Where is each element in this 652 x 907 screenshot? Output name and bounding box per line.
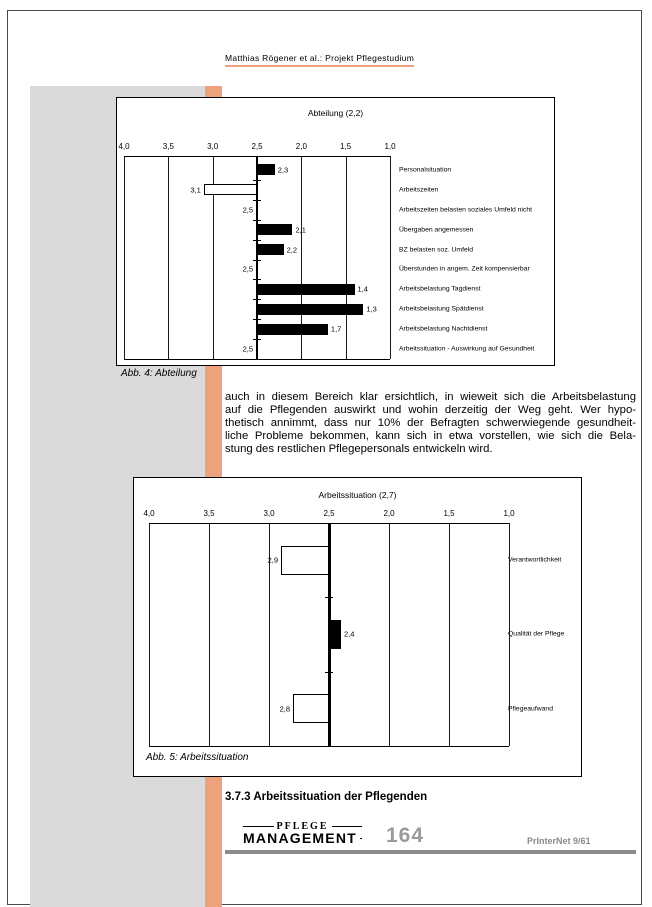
category-tick bbox=[253, 220, 261, 221]
plot-bottom-line bbox=[124, 359, 390, 360]
bar bbox=[329, 620, 341, 649]
axis-tick-label: 2,0 bbox=[383, 509, 395, 518]
category-label: Arbeitsbelastung Nachtdienst bbox=[399, 325, 488, 333]
bar-value-label: 2,5 bbox=[242, 264, 253, 274]
category-tick bbox=[253, 299, 261, 300]
gridline bbox=[390, 156, 391, 359]
category-label: Arbeitszeiten bbox=[399, 186, 439, 194]
axis-tick-label: 4,0 bbox=[143, 509, 155, 518]
body-line: auf die Pflegenden auswirkt und wohin derzeitig der Weg geht. Wer hypo- bbox=[225, 404, 636, 417]
chart-title: Abteilung (2,2) bbox=[307, 108, 364, 118]
category-tick bbox=[253, 319, 261, 320]
plot-bottom-line bbox=[149, 746, 509, 747]
category-tick bbox=[253, 180, 261, 181]
axis-tick-label: 1,5 bbox=[340, 142, 352, 151]
category-label: Überstunden in angem. Zeit kompensierbar bbox=[399, 265, 530, 273]
gridline bbox=[449, 523, 450, 746]
bar bbox=[293, 694, 329, 723]
axis-tick-label: 1,0 bbox=[503, 509, 515, 518]
gridline bbox=[346, 156, 347, 359]
category-label: Übergaben angemessen bbox=[399, 226, 474, 234]
axis-tick-label: 2,0 bbox=[295, 142, 307, 151]
category-tick bbox=[325, 597, 333, 598]
category-label: Arbeitszeiten belasten soziales Umfeld nicht bbox=[399, 206, 532, 214]
bar-value-label: 2,5 bbox=[242, 205, 253, 215]
bar bbox=[257, 164, 275, 175]
gridline bbox=[168, 156, 169, 359]
running-header: Matthias Rögener et al.: Projekt Pflegestudium bbox=[225, 53, 414, 67]
category-label: Pflegeaufwand bbox=[508, 705, 553, 713]
bar bbox=[257, 324, 328, 335]
bar-value-label: 2,3 bbox=[277, 165, 289, 175]
category-label: Qualität der Pflege bbox=[508, 630, 565, 638]
category-label: Arbeitsbelastung Spätdienst bbox=[399, 305, 484, 313]
figure-caption-abb5: Abb. 5: Arbeitssituation bbox=[146, 752, 249, 763]
gridline bbox=[209, 523, 210, 746]
journal-logo-top: PFLEGE bbox=[243, 821, 362, 832]
page-number: 164 bbox=[386, 824, 425, 847]
axis-tick-label: 3,5 bbox=[203, 509, 215, 518]
bar bbox=[281, 546, 329, 575]
body-line: thetisch annimmt, dass nur 10% der Befragten schwerwiegende gesundheit- bbox=[225, 417, 636, 430]
category-tick bbox=[325, 672, 333, 673]
figure-caption-abb4: Abb. 4: Abteilung bbox=[121, 368, 197, 379]
axis-tick-label: 1,0 bbox=[384, 142, 396, 151]
category-label: BZ belasten soz. Umfeld bbox=[399, 246, 474, 254]
chart-arbeitssituation bbox=[133, 477, 582, 777]
bar bbox=[257, 284, 355, 295]
journal-logo bbox=[243, 821, 362, 846]
chart-abteilung bbox=[116, 97, 555, 366]
axis-tick-label: 4,0 bbox=[118, 142, 130, 151]
issue-label: PrInterNet 9/61 bbox=[527, 836, 591, 846]
axis-tick-label: 3,0 bbox=[263, 509, 275, 518]
bar bbox=[257, 244, 284, 255]
axis-tick-label: 3,5 bbox=[162, 142, 174, 151]
bar-value-label: 2,2 bbox=[286, 245, 298, 255]
journal-logo-bottom: MANAGEMENT bbox=[243, 830, 362, 846]
axis-tick-label: 2,5 bbox=[323, 509, 335, 518]
axis-tick-label: 2,5 bbox=[251, 142, 263, 151]
category-tick bbox=[253, 240, 261, 241]
bar-value-label: 3,1 bbox=[190, 185, 201, 195]
bar-value-label: 1,3 bbox=[366, 304, 377, 314]
bar-value-label: 2,1 bbox=[295, 225, 306, 235]
axis-tick-label: 1,5 bbox=[443, 509, 455, 518]
bar-value-label: 2,4 bbox=[344, 629, 355, 639]
footer-rule bbox=[225, 850, 636, 854]
category-tick bbox=[253, 260, 261, 261]
body-line: stung des restlichen Pflegepersonals entwickeln wird. bbox=[225, 443, 493, 456]
category-label: Arbeitssituation - Auswirkung auf Gesundheit bbox=[399, 345, 535, 353]
category-label: Verantwortlichkeit bbox=[508, 556, 562, 564]
bar-value-label: 1,7 bbox=[330, 324, 342, 334]
gridline bbox=[124, 156, 125, 359]
category-tick bbox=[253, 339, 261, 340]
chart-title: Arbeitssituation (2,7) bbox=[318, 490, 397, 500]
bar bbox=[257, 304, 363, 315]
bar-value-label: 2,9 bbox=[267, 555, 278, 565]
category-label: Personalsituation bbox=[399, 166, 452, 174]
gridline bbox=[389, 523, 390, 746]
category-label: Arbeitsbelastung Tagdienst bbox=[399, 285, 481, 293]
bar bbox=[257, 224, 292, 235]
bar-value-label: 2,5 bbox=[242, 344, 253, 354]
category-tick bbox=[253, 279, 261, 280]
body-paragraph bbox=[225, 391, 636, 456]
body-line: liche Probleme bekommen, kann sich in etwa vorstellen, wie sich die Bela- bbox=[225, 430, 636, 443]
axis-tick-label: 3,0 bbox=[207, 142, 219, 151]
section-heading: 3.7.3 Arbeitssituation der Pflegenden bbox=[225, 791, 428, 803]
category-tick bbox=[253, 200, 261, 201]
gridline bbox=[149, 523, 150, 746]
bar-value-label: 1,4 bbox=[357, 284, 368, 294]
bar bbox=[204, 184, 257, 195]
bar-value-label: 2,8 bbox=[279, 704, 290, 714]
body-line: auch in diesem Bereich klar ersichtlich, in wieweit sich die Arbeitsbelastung bbox=[225, 391, 636, 403]
